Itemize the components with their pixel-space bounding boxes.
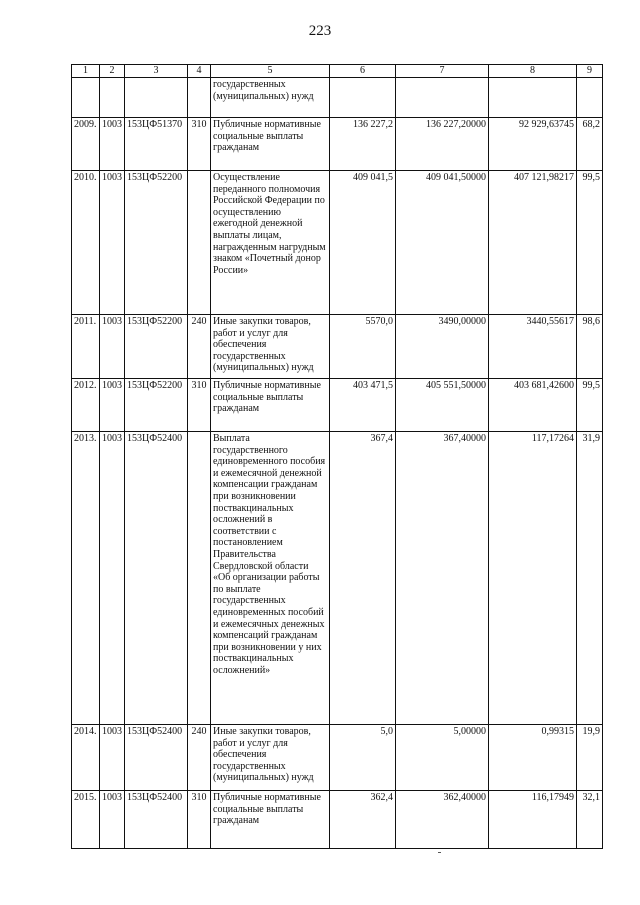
row-value-6: 367,4 <box>330 432 396 725</box>
row-value-8: 117,17264 <box>489 432 577 725</box>
row-name: Осуществление переданного полномочия Российской Федерации по осуществлению ежегодной денежной выплаты лицам, награжденным нагрудным знаком «Почетный донор России» <box>211 171 330 315</box>
row-value-8: 3440,55617 <box>489 315 577 379</box>
row-value-9: 31,9 <box>577 432 603 725</box>
row-name: Выплата государственного единовременного пособия и ежемесячной денежной компенсации гражданам при возникновении поствакцинальных осложнений в соответствии с постановлением Правительства Свердловской области «Об организации работы по выплате государственных единовременных пособий и ежемесячных денежных компенсаций гражданам при возникновении у них поствакцинальных осложнений» <box>211 432 330 725</box>
row-value-9: 19,9 <box>577 725 603 791</box>
row-section-code: 1003 <box>100 171 125 315</box>
row-section-code: 1003 <box>100 725 125 791</box>
row-value-8: 116,17949 <box>489 791 577 849</box>
row-number: 2013. <box>72 432 100 725</box>
row-number: 2011. <box>72 315 100 379</box>
row-expense-type <box>188 432 211 725</box>
row-expense-type <box>188 171 211 315</box>
row-name: Публичные нормативные социальные выплаты гражданам <box>211 379 330 432</box>
row-value-6: 403 471,5 <box>330 379 396 432</box>
header-row <box>72 65 603 78</box>
table-row <box>72 432 603 725</box>
row-section-code: 1003 <box>100 379 125 432</box>
table-row <box>72 791 603 849</box>
row-target-code: 153ЦФ52400 <box>125 791 188 849</box>
row-number: 2009. <box>72 118 100 171</box>
row-value-7: 136 227,20000 <box>396 118 489 171</box>
row-target-code: 153ЦФ52200 <box>125 315 188 379</box>
row-section-code: 1003 <box>100 118 125 171</box>
column-header: 5 <box>211 65 330 78</box>
column-header: 7 <box>396 65 489 78</box>
row-value-7: 367,40000 <box>396 432 489 725</box>
column-header: 4 <box>188 65 211 78</box>
row-expense-type: 310 <box>188 379 211 432</box>
row-value-7: 5,00000 <box>396 725 489 791</box>
table-row <box>72 725 603 791</box>
row-value-8: 92 929,63745 <box>489 118 577 171</box>
row-section-code: 1003 <box>100 315 125 379</box>
row-value-6: 362,4 <box>330 791 396 849</box>
row-number: 2015. <box>72 791 100 849</box>
row-value-7: 409 041,50000 <box>396 171 489 315</box>
row-expense-type: 310 <box>188 118 211 171</box>
page-number: 223 <box>308 23 332 39</box>
column-header: 1 <box>72 65 100 78</box>
column-header: 8 <box>489 65 577 78</box>
row-target-code: 153ЦФ51370 <box>125 118 188 171</box>
row-number: 2014. <box>72 725 100 791</box>
row-value-7: 362,40000 <box>396 791 489 849</box>
row-target-code: 153ЦФ52400 <box>125 432 188 725</box>
row-section-code: 1003 <box>100 791 125 849</box>
table-row <box>72 315 603 379</box>
row-value-7: 405 551,50000 <box>396 379 489 432</box>
column-header: 3 <box>125 65 188 78</box>
row-value-6: 5,0 <box>330 725 396 791</box>
column-header: 6 <box>330 65 396 78</box>
row-value-6: 409 041,5 <box>330 171 396 315</box>
row-value-9: 98,6 <box>577 315 603 379</box>
row-value-6: 136 227,2 <box>330 118 396 171</box>
continuation-row <box>72 78 603 118</box>
table-row <box>72 379 603 432</box>
row-section-code: 1003 <box>100 432 125 725</box>
row-target-code: 153ЦФ52200 <box>125 171 188 315</box>
row-expense-type: 240 <box>188 315 211 379</box>
row-value-9: 99,5 <box>577 171 603 315</box>
row-value-8: 403 681,42600 <box>489 379 577 432</box>
row-name: Публичные нормативные социальные выплаты гражданам <box>211 118 330 171</box>
column-header: 9 <box>577 65 603 78</box>
row-value-6: 5570,0 <box>330 315 396 379</box>
row-name: Публичные нормативные социальные выплаты гражданам <box>211 791 330 849</box>
row-number: 2010. <box>72 171 100 315</box>
scan-speck <box>438 852 441 853</box>
row-expense-type: 240 <box>188 725 211 791</box>
table-row <box>72 171 603 315</box>
row-value-9: 32,1 <box>577 791 603 849</box>
table-row <box>72 118 603 171</box>
row-value-8: 0,99315 <box>489 725 577 791</box>
row-expense-type: 310 <box>188 791 211 849</box>
row-number: 2012. <box>72 379 100 432</box>
column-header: 2 <box>100 65 125 78</box>
row-value-9: 68,2 <box>577 118 603 171</box>
row-value-9: 99,5 <box>577 379 603 432</box>
row-target-code: 153ЦФ52400 <box>125 725 188 791</box>
budget-table <box>71 64 603 849</box>
row-target-code: 153ЦФ52200 <box>125 379 188 432</box>
row-name: Иные закупки товаров, работ и услуг для обеспечения государственных (муниципальных) нужд <box>211 725 330 791</box>
row-name: государственных (муниципальных) нужд <box>211 78 330 118</box>
row-value-8: 407 121,98217 <box>489 171 577 315</box>
row-name: Иные закупки товаров, работ и услуг для обеспечения государственных (муниципальных) нужд <box>211 315 330 379</box>
row-value-7: 3490,00000 <box>396 315 489 379</box>
